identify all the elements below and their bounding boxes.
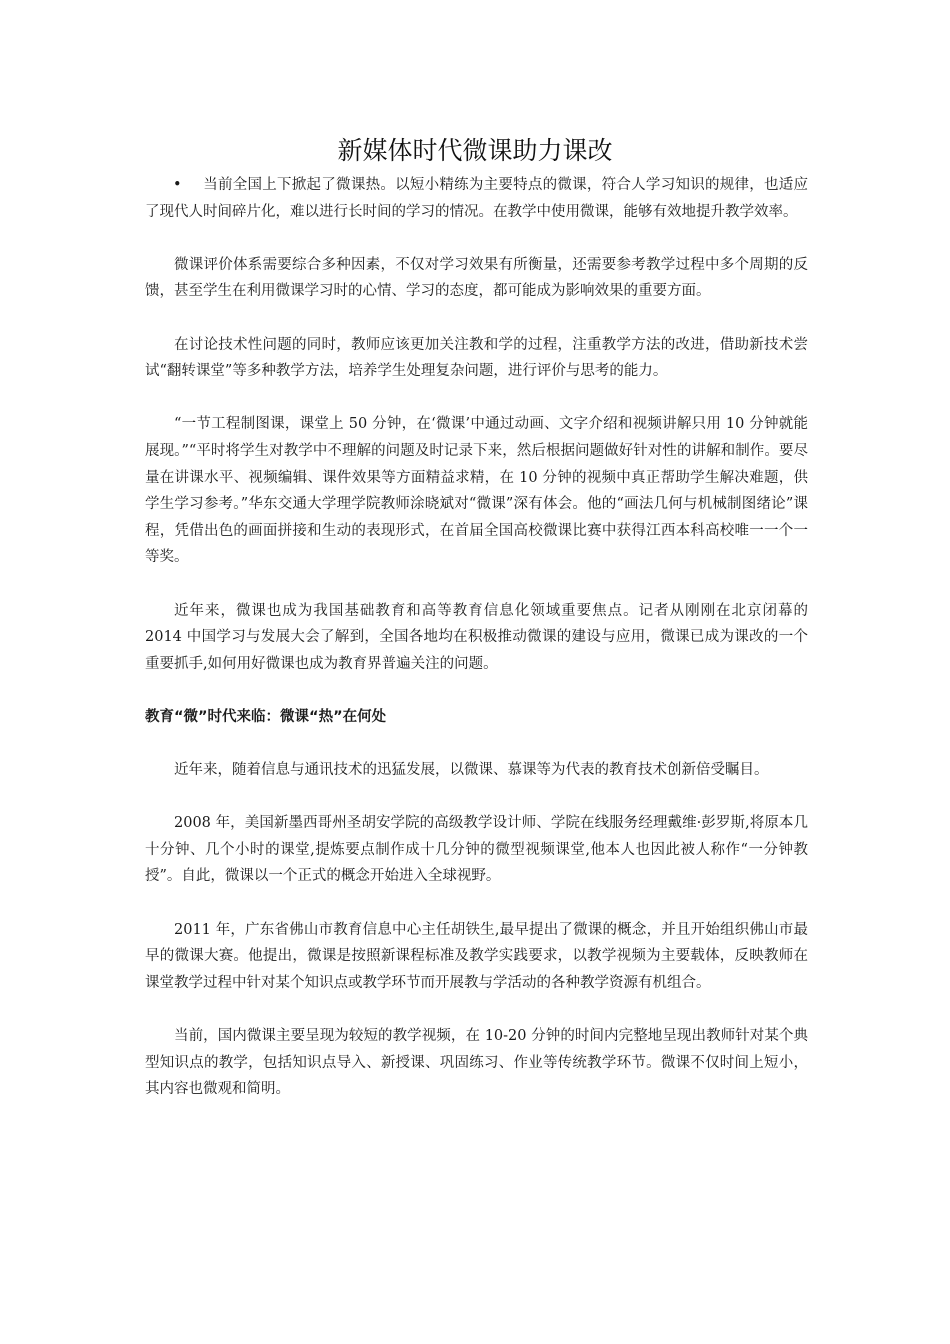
section-heading: 教育“微”时代来临：微课“热”在何处 bbox=[145, 708, 387, 725]
paragraph-6: 近年来，随着信息与通讯技术的迅猛发展，以微课、慕课等为代表的教育技术创新倍受瞩目。 bbox=[174, 762, 769, 779]
paragraph-5: 近年来，微课也成为我国基础教育和高等教育信息化领域重要焦点。记者从刚刚在北京闭幕的 2014 中国学习与发展大会了解到，全国各地均在积极推动微课的建设与应用，微课已成为课改的一个重要抓手,如何用好微课也成为教育界普遍关注的问题。 bbox=[145, 602, 808, 672]
paragraph-3: 在讨论技术性问题的同时，教师应该更加关注教和学的过程，注重教学方法的改进，借助新技术尝试“翻转课堂”等多种教学方法，培养学生处理复杂问题，进行评价与思考的能力。 bbox=[145, 336, 808, 380]
paragraph-1 bbox=[145, 172, 808, 225]
paragraph-4: “一节工程制图课，课堂上 50 分钟，在‘微课’中通过动画、文字介绍和视频讲解只用 10 分钟就能展现。”“平时将学生对教学中不理解的问题及时记录下来，然后根据问题做好针对性的讲解和制作。要尽量在讲课水平、视频编辑、课件效果等方面精益求精，在 10 分钟的视频中真正帮助学生解决难题，供学生学习参考。”华东交通大学理学院教师涂晓斌对“微课”深有体会。他的“画法几何与机械制图绪论”课程，凭借出色的画面拼接和生动的表现形式，在首届全国高校微课比赛中获得江西本科高校唯一一个一等奖。 bbox=[145, 416, 808, 566]
bullet-icon: • bbox=[173, 177, 182, 193]
paragraph-text: 当前全国上下掀起了微课热。以短小精练为主要特点的微课，符合人学习知识的规律，也适应了现代人时间碎片化，难以进行长时间的学习的情况。在教学中使用微课，能够有效地提升教学效率。 bbox=[145, 177, 808, 220]
document-title: 新媒体时代微课助力课改 bbox=[337, 136, 613, 165]
paragraph-7: 2008 年，美国新墨西哥州圣胡安学院的高级教学设计师、学院在线服务经理戴维·彭罗斯,将原本几十分钟、几个小时的课堂,提炼要点制作成十几分钟的微型视频课堂,他本人也因此被人称作“一分钟教授”。自此，微课以一个正式的概念开始进入全球视野。 bbox=[145, 815, 808, 885]
paragraph-9: 当前，国内微课主要呈现为较短的教学视频，在 10-20 分钟的时间内完整地呈现出教师针对某个典型知识点的教学，包括知识点导入、新授课、巩固练习、作业等传统教学环节。微课不仅时间上短小，其内容也微观和简明。 bbox=[145, 1028, 808, 1098]
paragraph-8: 2011 年，广东省佛山市教育信息中心主任胡铁生,最早提出了微课的概念，并且开始组织佛山市最早的微课大赛。他提出，微课是按照新课程标准及教学实践要求，以教学视频为主要载体，反映教师在课堂教学过程中针对某个知识点或教学环节而开展教与学活动的各种教学资源有机组合。 bbox=[145, 921, 808, 991]
document-body bbox=[145, 172, 808, 1129]
paragraph-2: 微课评价体系需要综合多种因素，不仅对学习效果有所衡量，还需要参考教学过程中多个周期的反馈，甚至学生在利用微课学习时的心情、学习的态度，都可能成为影响效果的重要方面。 bbox=[145, 256, 808, 300]
